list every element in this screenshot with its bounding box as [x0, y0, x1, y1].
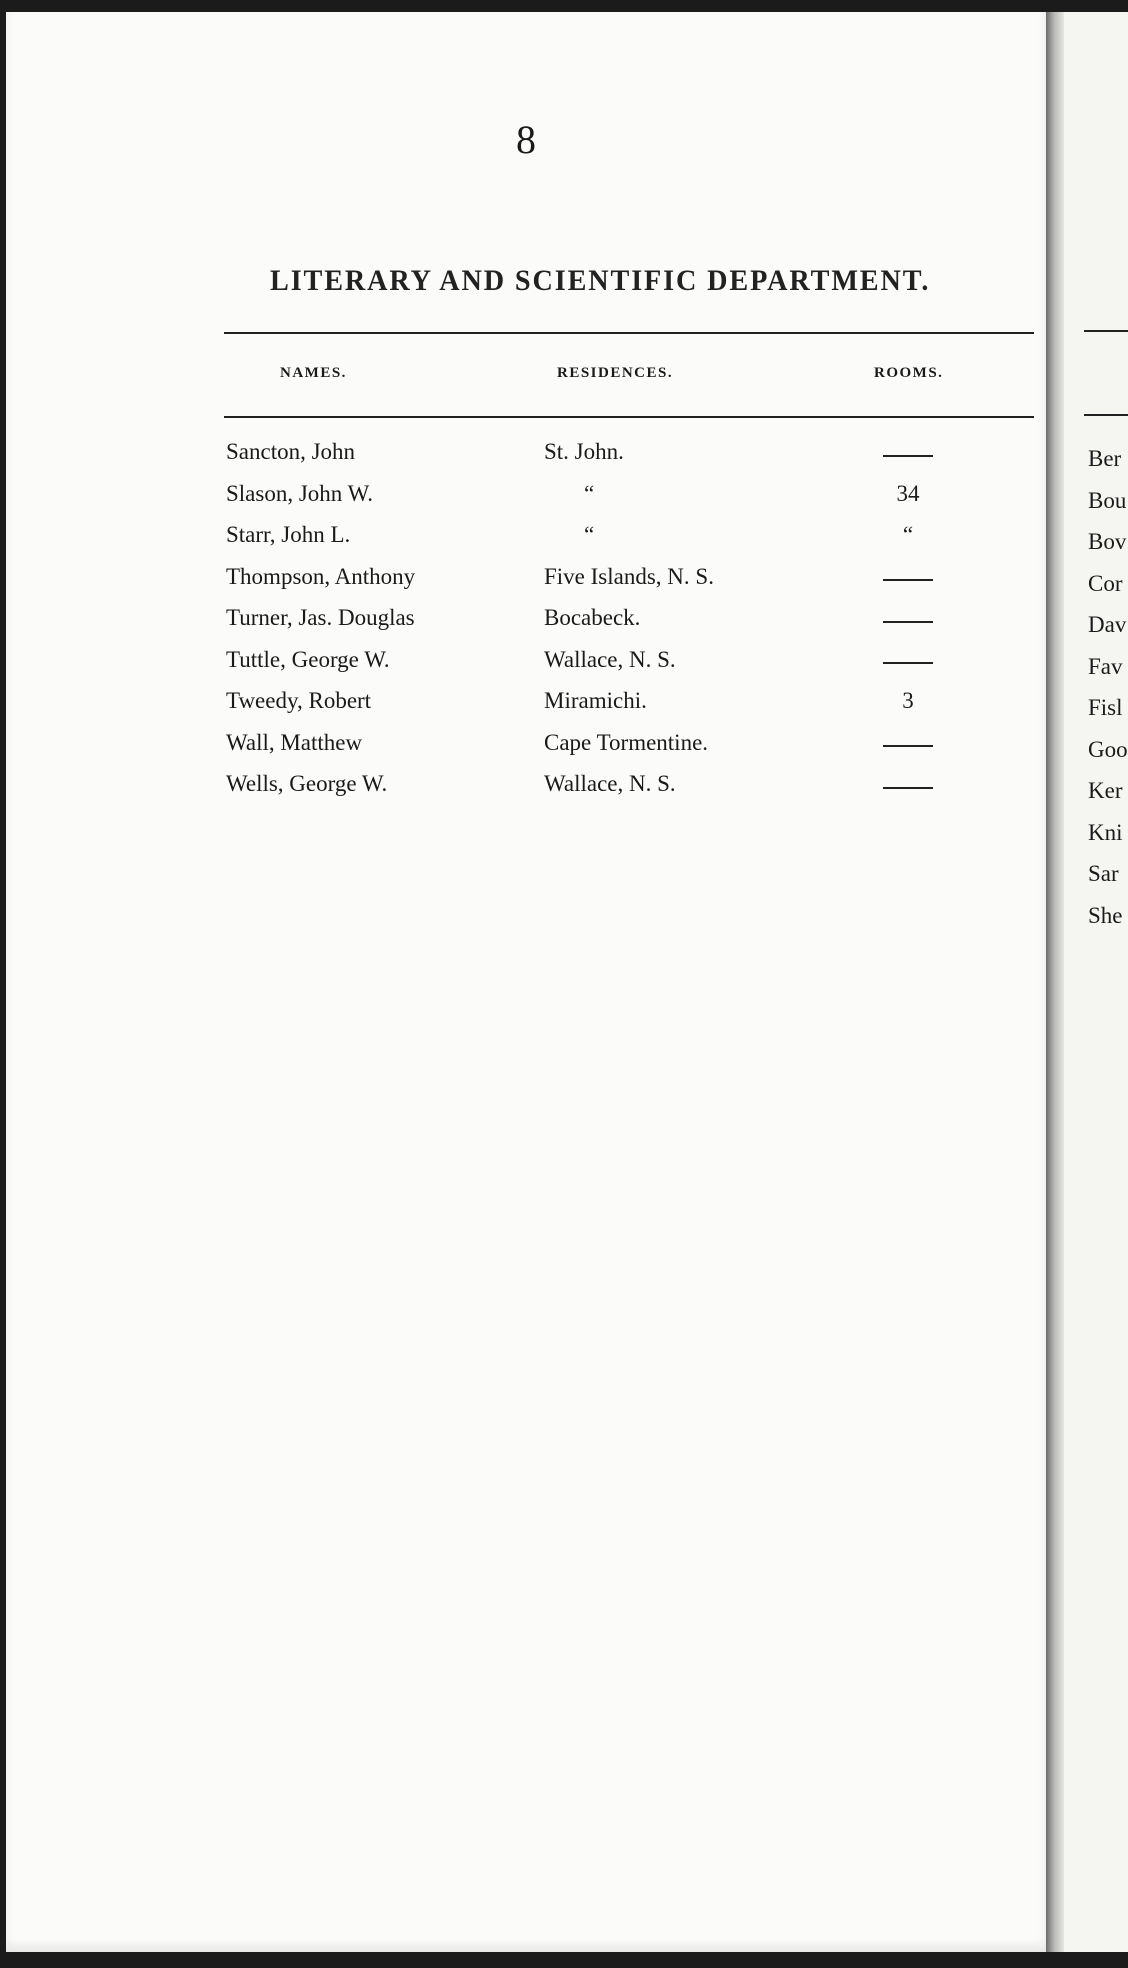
table-row [6, 688, 1046, 730]
facing-page-fragment: Bov [1088, 529, 1127, 554]
facing-page-fragment: Fisl [1088, 695, 1123, 720]
student-list [6, 439, 1046, 813]
student-name: Slason, John W. [226, 480, 373, 506]
student-residence: “ [584, 480, 595, 506]
facing-page-fragment: Kni [1088, 819, 1123, 845]
student-room [861, 605, 955, 631]
student-residence: Bocabeck. [544, 605, 641, 630]
facing-page-names [1088, 446, 1128, 944]
facing-page-fragment: Fav [1088, 653, 1123, 679]
student-name: Wells, George W. [226, 771, 388, 796]
student-room [861, 439, 955, 465]
student-residence: St. John. [544, 439, 624, 464]
table-row [6, 481, 1046, 523]
table-row [6, 771, 1046, 813]
student-name: Tuttle, George W. [226, 646, 390, 672]
document-page [6, 12, 1046, 1952]
student-name: Turner, Jas. Douglas [226, 605, 415, 630]
room-dash [883, 579, 933, 581]
facing-page-fragment: Dav [1088, 612, 1127, 637]
department-title: LITERARY AND SCIENTIFIC DEPARTMENT. [270, 264, 931, 297]
facing-page-fragment: Ber [1088, 446, 1122, 471]
room-dash [883, 787, 933, 789]
book-gutter [1046, 12, 1064, 1952]
facing-page-fragment: Ker [1088, 778, 1123, 803]
student-residence: Five Islands, N. S. [544, 563, 714, 589]
table-row [6, 605, 1046, 647]
student-room [861, 730, 955, 756]
student-name: Tweedy, Robert [226, 688, 372, 713]
facing-page-fragment: She [1088, 902, 1123, 928]
student-room [861, 647, 955, 673]
student-room [861, 564, 955, 590]
student-room: “ [902, 522, 914, 547]
facing-page-fragment: Sar [1088, 861, 1119, 886]
student-residence: Wallace, N. S. [544, 771, 676, 796]
table-row [6, 522, 1046, 564]
student-room [861, 771, 955, 797]
room-dash [883, 745, 933, 747]
facing-rule-top [1084, 330, 1128, 332]
table-row [6, 564, 1046, 606]
student-room: 3 [902, 688, 914, 713]
student-residence: Wallace, N. S. [544, 646, 676, 672]
student-residence: Cape Tormentine. [544, 729, 709, 755]
header-rule-bottom [224, 416, 1034, 418]
facing-page [1064, 12, 1128, 1952]
room-dash [883, 621, 933, 623]
student-room: 34 [896, 480, 920, 506]
student-name: Sancton, John [226, 439, 356, 464]
student-name: Wall, Matthew [226, 729, 363, 755]
room-dash [883, 455, 933, 457]
table-row [6, 730, 1046, 772]
table-row [6, 647, 1046, 689]
student-name: Starr, John L. [226, 522, 351, 547]
student-residence: Miramichi. [544, 688, 647, 713]
student-name: Thompson, Anthony [226, 563, 416, 589]
column-header-rooms: ROOMS. [874, 365, 944, 381]
facing-page-fragment: Cor [1088, 570, 1123, 596]
page-number: 8 [516, 117, 536, 162]
table-row [6, 439, 1046, 481]
room-dash [883, 662, 933, 664]
column-header-names: NAMES. [280, 365, 347, 381]
student-residence: “ [584, 522, 595, 547]
facing-page-fragment: Bou [1088, 487, 1127, 513]
facing-page-fragment: Goo [1088, 736, 1128, 762]
facing-rule-bottom [1084, 414, 1128, 416]
header-rule-top [224, 332, 1034, 334]
column-header-residences: RESIDENCES. [557, 365, 674, 381]
